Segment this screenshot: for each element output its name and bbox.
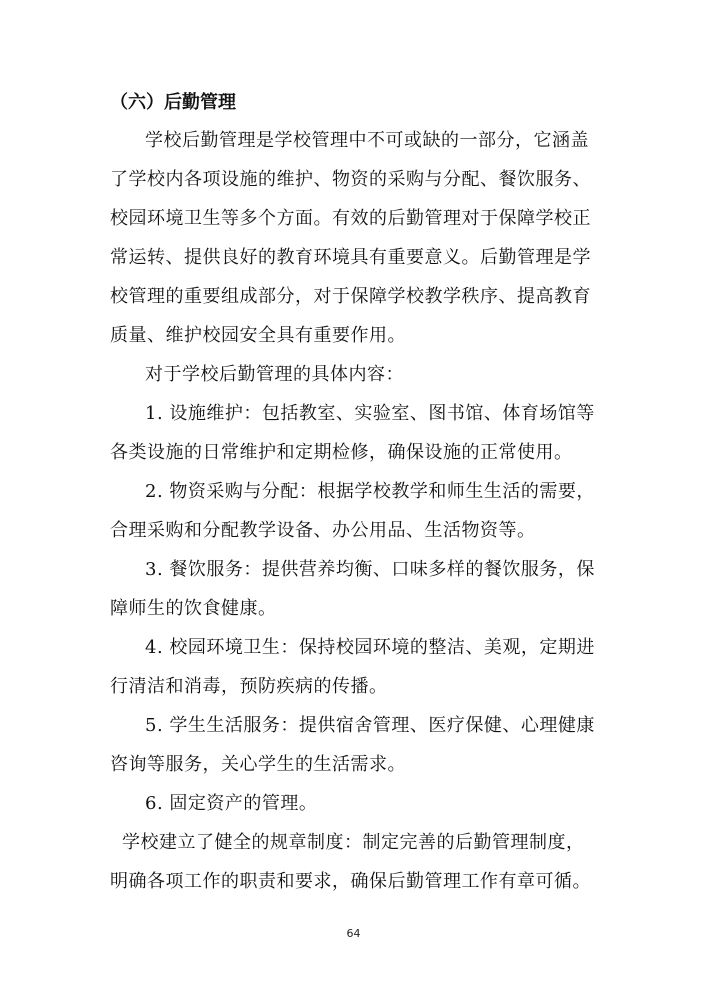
body-line: 常运转、提供良好的教育环境具有重要意义。后勤管理是学 (110, 247, 591, 268)
section-heading: （六）后勤管理 (110, 92, 236, 113)
list-item-1-line: 各类设施的日常维护和定期检修，确保设施的正常使用。 (110, 442, 573, 463)
list-intro-line: 对于学校后勤管理的具体内容： (145, 364, 404, 385)
body-line: 校园环境卫生等多个方面。有效的后勤管理对于保障学校正 (110, 208, 591, 229)
page-number: 64 (346, 927, 361, 940)
body-line: 学校后勤管理是学校管理中不可或缺的一部分，它涵盖 (145, 130, 589, 151)
list-item-3-line: 障师生的饮食健康。 (110, 598, 277, 619)
closing-line: 明确各项工作的职责和要求，确保后勤管理工作有章可循。 (110, 871, 591, 892)
list-item-4-line: 行清洁和消毒，预防疾病的传播。 (110, 676, 388, 697)
list-item-3-line: 3. 餐饮服务：提供营养均衡、口味多样的餐饮服务，保 (145, 559, 595, 580)
list-item-2-line: 2. 物资采购与分配：根据学校教学和师生生活的需要， (145, 481, 595, 502)
body-line: 质量、维护校园安全具有重要作用。 (110, 325, 406, 346)
list-item-5-line: 咨询等服务，关心学生的生活需求。 (110, 754, 406, 775)
list-item-1-line: 1. 设施维护：包括教室、实验室、图书馆、体育场馆等 (145, 403, 595, 424)
list-item-5-line: 5. 学生生活服务：提供宿舍管理、医疗保健、心理健康 (145, 715, 595, 736)
body-line: 校管理的重要组成部分，对于保障学校教学秩序、提高教育 (110, 286, 591, 307)
list-item-6-line: 6. 固定资产的管理。 (145, 793, 318, 814)
body-line: 了学校内各项设施的维护、物资的采购与分配、餐饮服务、 (110, 169, 591, 190)
list-item-2-line: 合理采购和分配教学设备、办公用品、生活物资等。 (110, 520, 536, 541)
list-item-4-line: 4. 校园环境卫生：保持校园环境的整洁、美观，定期进 (145, 637, 595, 658)
closing-line: 学校建立了健全的规章制度：制定完善的后勤管理制度， (122, 832, 585, 853)
